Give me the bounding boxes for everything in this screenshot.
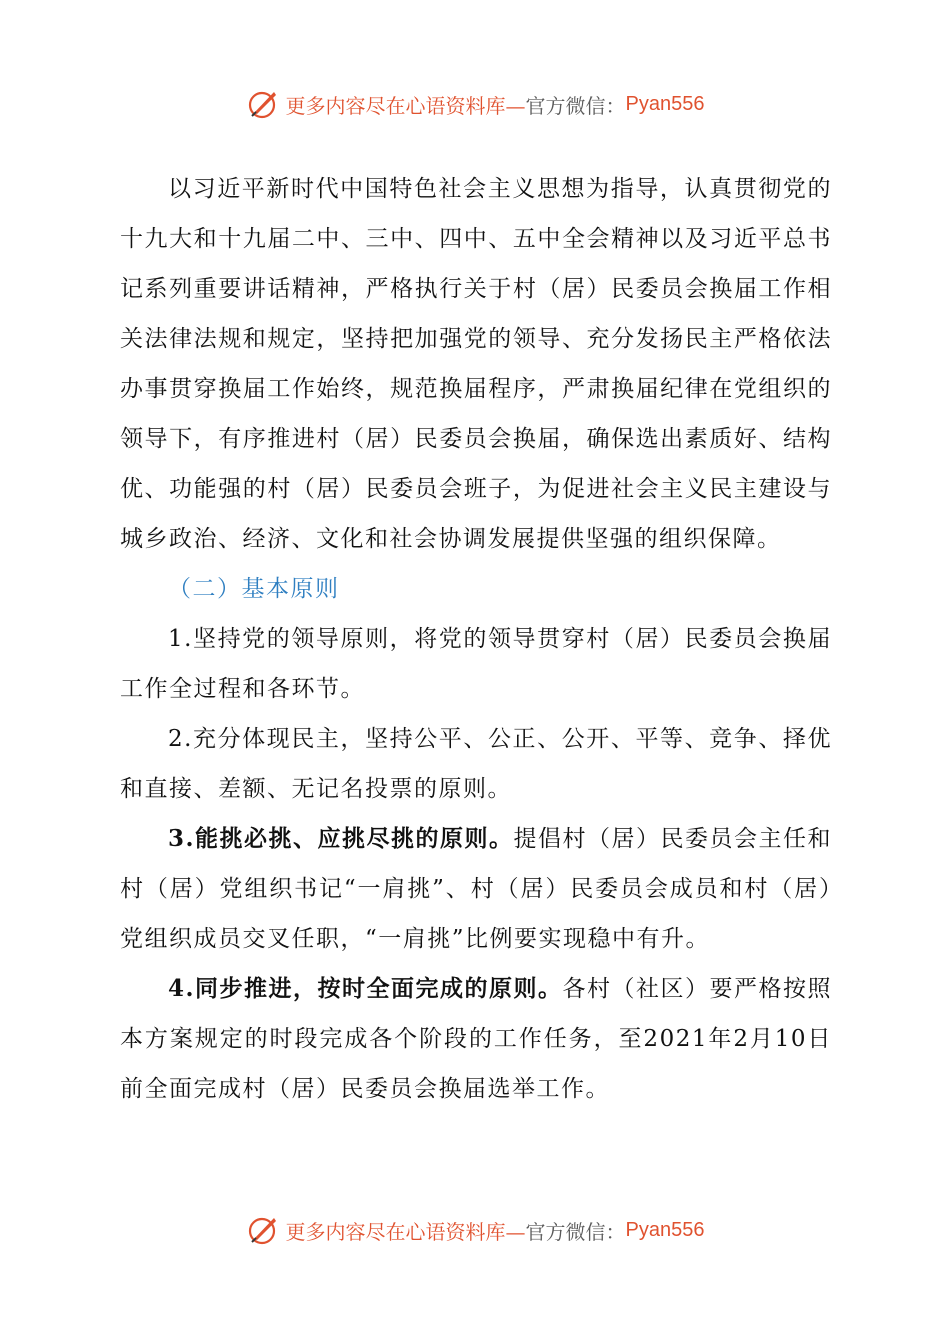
principle-3-text: 提倡村（居）民委员会主任和村（居）党组织书记“一肩挑”、村（居）民委员会成员和村（居）党组织成员交叉任职，“一肩挑”比例要实现稳中有升。 bbox=[120, 826, 833, 952]
principle-2: 2.充分体现民主，坚持公平、公正、公开、平等、竞争、择优和直接、差额、无记名投票的原则。 bbox=[120, 726, 832, 802]
banner-prefix: 更多内容尽在心语资料库— bbox=[285, 93, 526, 118]
document-body bbox=[120, 164, 832, 1114]
quill-logo-icon bbox=[246, 1212, 282, 1248]
banner-wechat-label: 官方微信： bbox=[525, 1219, 626, 1244]
footer-banner bbox=[0, 1210, 950, 1250]
banner-wechat-id: Pyan556 bbox=[625, 1218, 705, 1241]
intro-paragraph: 以习近平新时代中国特色社会主义思想为指导，认真贯彻党的十九大和十九届二中、三中、四中、五中全会精神以及习近平总书记系列重要讲话精神，严格执行关于村（居）民委员会换届工作相关法律法规和规定，坚持把加强党的领导、充分发扬民主严格依法办事贯穿换届工作始终，规范换届程序，严肃换届纪律在党组织的领导下，有序推进村（居）民委员会换届，确保选出素质好、结构优、功能强的村（居）民委员会班子，为促进社会主义民主建设与城乡政治、经济、文化和社会协调发展提供坚强的组织保障。 bbox=[120, 176, 832, 552]
principle-3-title: 3.能挑必挑、应挑尽挑的原则。 bbox=[168, 825, 514, 852]
principle-1: 1.坚持党的领导原则，将党的领导贯穿村（居）民委员会换届工作全过程和各环节。 bbox=[120, 626, 832, 702]
section-heading: （二）基本原则 bbox=[168, 576, 340, 602]
banner-wechat-label: 官方微信： bbox=[525, 93, 626, 118]
principle-3 bbox=[120, 814, 832, 964]
banner-wechat-id: Pyan556 bbox=[625, 92, 705, 115]
principle-4-text: 各村（社区）要严格按照本方案规定的时段完成各个阶段的工作任务，至2021年2月10日前全面完成村（居）民委员会换届选举工作。 bbox=[120, 976, 833, 1102]
quill-logo-icon bbox=[246, 86, 282, 122]
principle-4-title: 4.同步推进，按时全面完成的原则。 bbox=[168, 975, 563, 1002]
banner-prefix: 更多内容尽在心语资料库— bbox=[285, 1219, 526, 1244]
header-banner bbox=[0, 84, 950, 124]
principle-4 bbox=[120, 964, 832, 1114]
